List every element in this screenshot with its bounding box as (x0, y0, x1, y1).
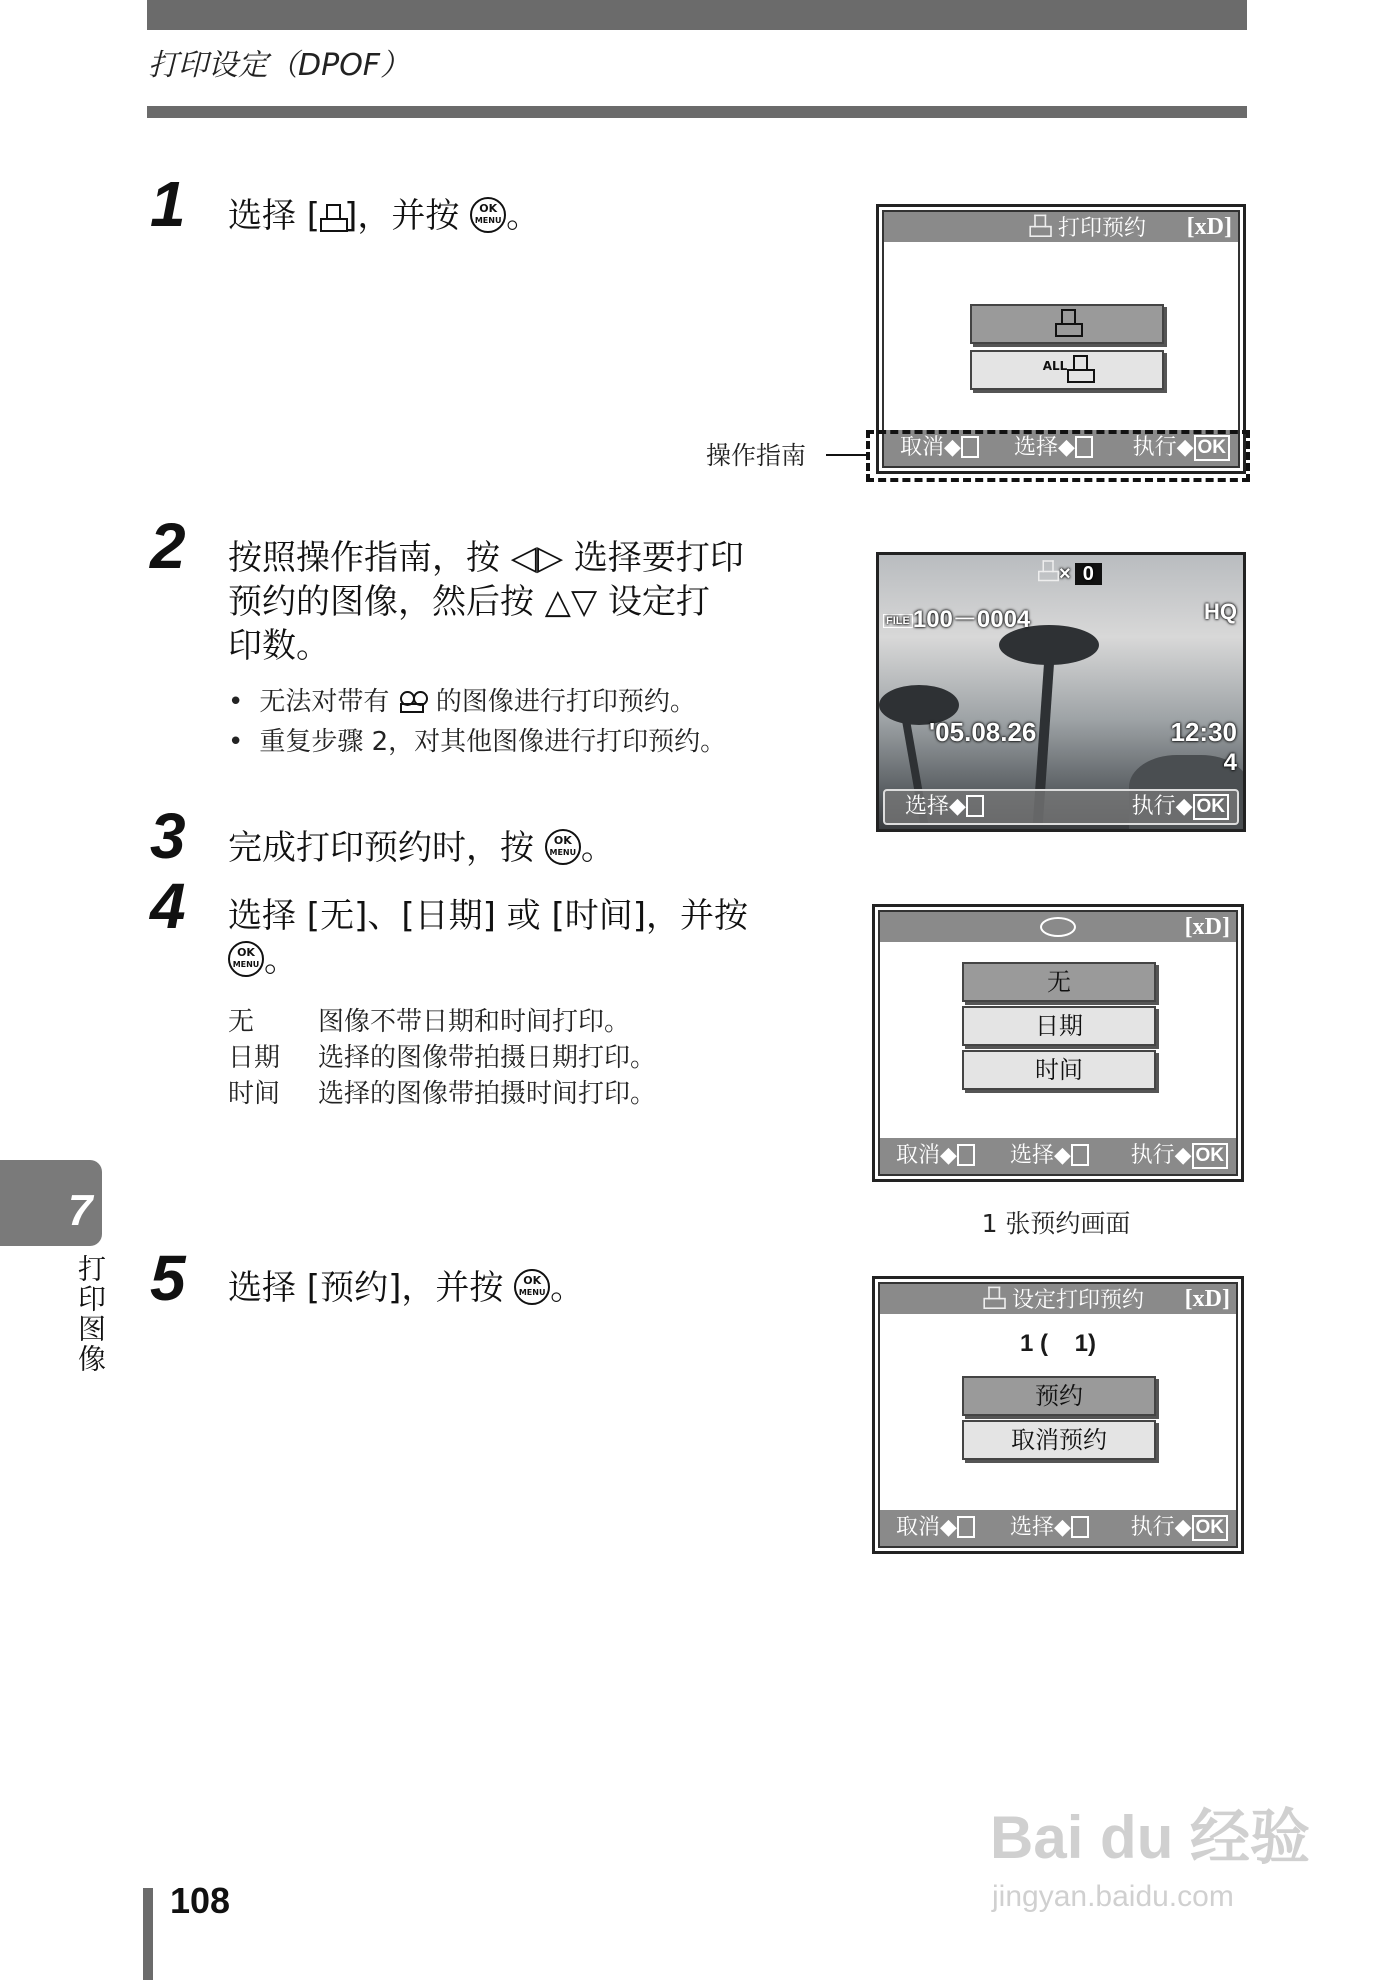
step-1-pre: 选择 [ (228, 196, 321, 236)
ok-menu-button-icon: OK MENU (545, 829, 581, 865)
guide-dashed-box (866, 430, 1250, 482)
option-cancel-reserve[interactable]: 取消预约 (962, 1420, 1156, 1460)
frame-count: 4 (1223, 749, 1237, 776)
step-3-text: 完成打印预约时，按 OK MENU 。 (228, 828, 615, 868)
page-header-title: 打印设定（DPOF） (148, 48, 411, 83)
ok-menu-button-icon: OK MENU (470, 197, 506, 233)
step-2-text (228, 536, 744, 668)
screen-1-titlebar (884, 212, 1238, 242)
option-time[interactable]: 时间 (962, 1050, 1156, 1090)
print-icon (1038, 560, 1056, 580)
watermark-logo: Bai du 经验 (990, 1804, 1311, 1871)
guide-leader-line (826, 454, 866, 456)
screen-1-guide: 取消◆ 选择◆ 执行◆ OK (884, 430, 1238, 466)
step-4-line-1: 选择 [无]、[日期] 或 [时间]，并按 (228, 896, 749, 936)
ok-key-icon: OK (1192, 1143, 1229, 1169)
step-2-number: 2 (150, 510, 186, 582)
ok-menu-button-icon: OK MENU (228, 941, 264, 977)
option-none[interactable]: 无 (962, 962, 1156, 1002)
step-1-post: ]，并按 (344, 196, 460, 236)
left-key-icon (957, 1144, 975, 1166)
option-reserve[interactable]: 预约 (962, 1376, 1156, 1416)
step-2-line-1: 按照操作指南，按 ◁▷ 选择要打印 (228, 538, 744, 578)
watermark-url: jingyan.baidu.com (992, 1880, 1234, 1913)
screen-2-guide: 取消◆ 选择◆ 执行◆ OK (880, 1138, 1236, 1174)
step-2-line-3: 印数。 (228, 626, 330, 666)
step-4-number: 4 (150, 870, 186, 942)
print-icon (320, 204, 344, 230)
step-5-text: 选择 [预约]，并按 OK MENU 。 (228, 1268, 585, 1308)
def-row: 时间 选择的图像带拍摄时间打印。 (228, 1079, 657, 1109)
page-number-bar (143, 1888, 153, 1980)
header-under-bar (147, 106, 1247, 118)
screen-3-titlebar (880, 1284, 1236, 1314)
print-count-line: 1 ( 1) (1019, 1330, 1097, 1357)
chapter-number: 7 (68, 1186, 93, 1235)
photo-preview-screen (876, 552, 1246, 832)
step-1-text (228, 194, 540, 238)
card-indicator: [xD] (1184, 1286, 1230, 1312)
file-number: FILE 100－0004 (883, 599, 1030, 634)
print-icon (1029, 215, 1048, 236)
updown-key-icon (1071, 1516, 1089, 1538)
header-top-bar (147, 0, 1247, 30)
leftright-key-icon (966, 795, 984, 817)
chapter-label: 打印图像 (74, 1254, 107, 1374)
step-3-number: 3 (150, 800, 186, 872)
screen-date-option (872, 904, 1244, 1182)
note-1: • 无法对带有 的图像进行打印预约。 (228, 682, 726, 722)
screen-3-title: 设定打印预约 (1011, 1288, 1144, 1313)
file-icon: FILE (883, 614, 913, 628)
clock-icon (1040, 917, 1076, 937)
option-date[interactable]: 日期 (962, 1006, 1156, 1046)
step-5-number: 5 (150, 1242, 186, 1314)
quality-mode: HQ (1204, 599, 1237, 624)
option-all-print[interactable] (970, 350, 1164, 390)
photo-guide: 选择◆ 执行◆ OK (883, 789, 1239, 825)
ok-key-icon: OK (1193, 794, 1230, 820)
note-2: • 重复步骤 2，对其他图像进行打印预约。 (228, 722, 726, 762)
step-1-number: 1 (150, 168, 186, 240)
movie-icon (398, 691, 428, 713)
date-options-list (228, 1004, 656, 1112)
card-indicator: [xD] (1184, 914, 1230, 940)
screen-set-print-order (872, 1276, 1244, 1554)
print-icon (1055, 309, 1079, 335)
screen-2-titlebar (880, 912, 1236, 942)
page-number: 108 (170, 1880, 231, 1921)
card-indicator: [xD] (1186, 214, 1232, 240)
print-icon (983, 1287, 1002, 1308)
updown-key-icon (1071, 1144, 1089, 1166)
print-count-overlay: × 0 (1035, 557, 1102, 586)
step-2-notes (228, 682, 726, 762)
screen-caption: 1 张预约画面 (981, 1209, 1131, 1238)
screen-3-guide: 取消◆ 选择◆ 执行◆ OK (880, 1510, 1236, 1546)
step-1-end: 。 (506, 196, 541, 236)
ok-key-icon: OK (1192, 1515, 1229, 1541)
step-2-line-2: 预约的图像，然后按 △▽ 设定打 (228, 582, 710, 622)
def-row: 无 图像不带日期和时间打印。 (228, 1007, 631, 1037)
screen-1-title: 打印预约 (1057, 216, 1146, 241)
time-stamp: 12:30 (1170, 717, 1237, 747)
def-row: 日期 选择的图像带拍摄日期打印。 (228, 1043, 657, 1073)
date-stamp: '05.08.26 (929, 717, 1037, 747)
ok-key-icon: OK (1194, 435, 1231, 461)
guide-label: 操作指南 (706, 441, 807, 470)
print-all-icon (1067, 355, 1091, 381)
ok-menu-button-icon: OK MENU (514, 1269, 550, 1305)
left-key-icon (957, 1516, 975, 1538)
step-4-text: 选择 [无]、[日期] 或 [时间]，并按 OK MENU 。 (228, 896, 749, 980)
all-label: ALL (1042, 359, 1068, 373)
option-single-print[interactable] (970, 304, 1164, 344)
